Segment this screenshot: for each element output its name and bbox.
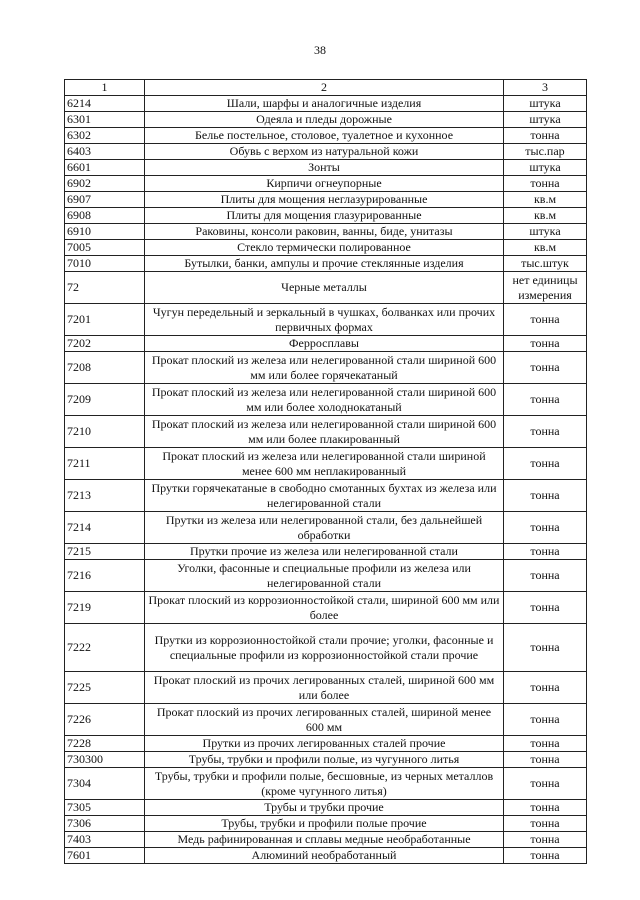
row-unit: тонна xyxy=(504,416,587,448)
row-name: Уголки, фасонные и специальные профили из железа или нелегированной стали xyxy=(145,560,504,592)
header-col-3: 3 xyxy=(504,80,587,96)
row-name: Ферросплавы xyxy=(145,336,504,352)
row-code: 6908 xyxy=(65,208,145,224)
table-row xyxy=(65,736,587,752)
table-row xyxy=(65,768,587,800)
row-unit: тыс.пар xyxy=(504,144,587,160)
row-unit: штука xyxy=(504,112,587,128)
row-code: 7211 xyxy=(65,448,145,480)
row-name: Трубы, трубки и профили полые прочие xyxy=(145,816,504,832)
header-col-2: 2 xyxy=(145,80,504,96)
table-row xyxy=(65,160,587,176)
table-row xyxy=(65,544,587,560)
row-name: Раковины, консоли раковин, ванны, биде, унитазы xyxy=(145,224,504,240)
row-name: Обувь с верхом из натуральной кожи xyxy=(145,144,504,160)
table-row xyxy=(65,448,587,480)
row-name: Прокат плоский из прочих легированных сталей, шириной 600 мм или более xyxy=(145,672,504,704)
row-unit: тонна xyxy=(504,832,587,848)
row-code: 6301 xyxy=(65,112,145,128)
header-col-1: 1 xyxy=(65,80,145,96)
row-unit: тонна xyxy=(504,352,587,384)
row-unit: нет единицы измерения xyxy=(504,272,587,304)
row-code: 7215 xyxy=(65,544,145,560)
table-row xyxy=(65,416,587,448)
table-row xyxy=(65,96,587,112)
table-row xyxy=(65,560,587,592)
table-row xyxy=(65,176,587,192)
row-unit: тонна xyxy=(504,800,587,816)
row-unit: штука xyxy=(504,224,587,240)
row-name: Чугун передельный и зеркальный в чушках, болванках или прочих первичных формах xyxy=(145,304,504,336)
header-row xyxy=(65,80,587,96)
row-name: Шали, шарфы и аналогичные изделия xyxy=(145,96,504,112)
row-unit: тонна xyxy=(504,816,587,832)
row-unit: тонна xyxy=(504,624,587,672)
row-unit: тонна xyxy=(504,448,587,480)
row-code: 7306 xyxy=(65,816,145,832)
row-name: Трубы и трубки прочие xyxy=(145,800,504,816)
row-name: Кирпичи огнеупорные xyxy=(145,176,504,192)
row-code: 6910 xyxy=(65,224,145,240)
row-code: 7005 xyxy=(65,240,145,256)
row-name: Зонты xyxy=(145,160,504,176)
row-unit: тонна xyxy=(504,128,587,144)
table-row xyxy=(65,624,587,672)
table-row xyxy=(65,272,587,304)
table-row xyxy=(65,336,587,352)
row-code: 72 xyxy=(65,272,145,304)
row-name: Плиты для мощения неглазурированные xyxy=(145,192,504,208)
row-unit: тыс.штук xyxy=(504,256,587,272)
table-row xyxy=(65,224,587,240)
row-code: 7208 xyxy=(65,352,145,384)
row-name: Медь рафинированная и сплавы медные необработанные xyxy=(145,832,504,848)
row-name: Черные металлы xyxy=(145,272,504,304)
table-row xyxy=(65,592,587,624)
row-unit: кв.м xyxy=(504,192,587,208)
row-unit: штука xyxy=(504,160,587,176)
row-code: 6907 xyxy=(65,192,145,208)
row-name: Прокат плоский из железа или нелегированной стали шириной 600 мм или более горячекатаный xyxy=(145,352,504,384)
row-name: Прутки горячекатаные в свободно смотанных бухтах из железа или нелегированной стали xyxy=(145,480,504,512)
row-unit: кв.м xyxy=(504,208,587,224)
page-number: 38 xyxy=(314,43,326,57)
table-row xyxy=(65,800,587,816)
row-code: 730300 xyxy=(65,752,145,768)
row-name: Одеяла и пледы дорожные xyxy=(145,112,504,128)
row-name: Трубы, трубки и профили полые, из чугунного литья xyxy=(145,752,504,768)
row-unit: штука xyxy=(504,96,587,112)
row-unit: тонна xyxy=(504,752,587,768)
row-name: Плиты для мощения глазурированные xyxy=(145,208,504,224)
row-unit: тонна xyxy=(504,512,587,544)
classification-table xyxy=(64,79,587,864)
row-code: 7222 xyxy=(65,624,145,672)
row-code: 7201 xyxy=(65,304,145,336)
row-code: 7202 xyxy=(65,336,145,352)
row-unit: тонна xyxy=(504,544,587,560)
table-row xyxy=(65,128,587,144)
table-row xyxy=(65,704,587,736)
row-unit: тонна xyxy=(504,176,587,192)
row-code: 7228 xyxy=(65,736,145,752)
row-name: Прутки из прочих легированных сталей прочие xyxy=(145,736,504,752)
table-row xyxy=(65,256,587,272)
table-row xyxy=(65,352,587,384)
row-code: 6902 xyxy=(65,176,145,192)
row-code: 7601 xyxy=(65,848,145,864)
row-code: 7209 xyxy=(65,384,145,416)
row-unit: тонна xyxy=(504,768,587,800)
table-row xyxy=(65,240,587,256)
table-row xyxy=(65,512,587,544)
row-unit: тонна xyxy=(504,672,587,704)
row-name: Прутки прочие из железа или нелегированной стали xyxy=(145,544,504,560)
table-row xyxy=(65,304,587,336)
row-name: Белье постельное, столовое, туалетное и кухонное xyxy=(145,128,504,144)
table-row xyxy=(65,848,587,864)
row-name: Алюминий необработанный xyxy=(145,848,504,864)
row-code: 6403 xyxy=(65,144,145,160)
row-code: 7225 xyxy=(65,672,145,704)
row-code: 7304 xyxy=(65,768,145,800)
row-name: Прутки из железа или нелегированной стали, без дальнейшей обработки xyxy=(145,512,504,544)
row-code: 7216 xyxy=(65,560,145,592)
row-name: Прокат плоский из коррозионностойкой стали, шириной 600 мм или более xyxy=(145,592,504,624)
row-unit: тонна xyxy=(504,736,587,752)
row-code: 7010 xyxy=(65,256,145,272)
table-row xyxy=(65,144,587,160)
row-name: Стекло термически полированное xyxy=(145,240,504,256)
row-name: Бутылки, банки, ампулы и прочие стеклянные изделия xyxy=(145,256,504,272)
table-row xyxy=(65,672,587,704)
table-row xyxy=(65,752,587,768)
row-unit: тонна xyxy=(504,384,587,416)
table-row xyxy=(65,112,587,128)
row-unit: тонна xyxy=(504,480,587,512)
table-row xyxy=(65,384,587,416)
row-code: 7403 xyxy=(65,832,145,848)
row-unit: тонна xyxy=(504,848,587,864)
table-row xyxy=(65,832,587,848)
row-name: Прокат плоский из железа или нелегированной стали шириной 600 мм или более плакированный xyxy=(145,416,504,448)
table-row xyxy=(65,192,587,208)
row-unit: тонна xyxy=(504,592,587,624)
row-unit: тонна xyxy=(504,336,587,352)
row-unit: тонна xyxy=(504,304,587,336)
row-code: 7219 xyxy=(65,592,145,624)
row-code: 7214 xyxy=(65,512,145,544)
row-unit: тонна xyxy=(504,704,587,736)
row-unit: кв.м xyxy=(504,240,587,256)
row-name: Прокат плоский из железа или нелегированной стали шириной менее 600 мм неплакированный xyxy=(145,448,504,480)
table-row xyxy=(65,208,587,224)
row-code: 7213 xyxy=(65,480,145,512)
row-name: Прокат плоский из железа или нелегированной стали шириной 600 мм или более холоднокатаный xyxy=(145,384,504,416)
row-code: 7305 xyxy=(65,800,145,816)
row-code: 6302 xyxy=(65,128,145,144)
table-row xyxy=(65,480,587,512)
row-code: 6601 xyxy=(65,160,145,176)
row-code: 6214 xyxy=(65,96,145,112)
row-name: Прутки из коррозионностойкой стали прочие; уголки, фасонные и специальные профили из коррозионностойкой стали прочие xyxy=(145,624,504,672)
table-row xyxy=(65,816,587,832)
row-name: Трубы, трубки и профили полые, бесшовные, из черных металлов (кроме чугунного литья) xyxy=(145,768,504,800)
row-code: 7226 xyxy=(65,704,145,736)
row-name: Прокат плоский из прочих легированных сталей, шириной менее 600 мм xyxy=(145,704,504,736)
row-code: 7210 xyxy=(65,416,145,448)
row-unit: тонна xyxy=(504,560,587,592)
